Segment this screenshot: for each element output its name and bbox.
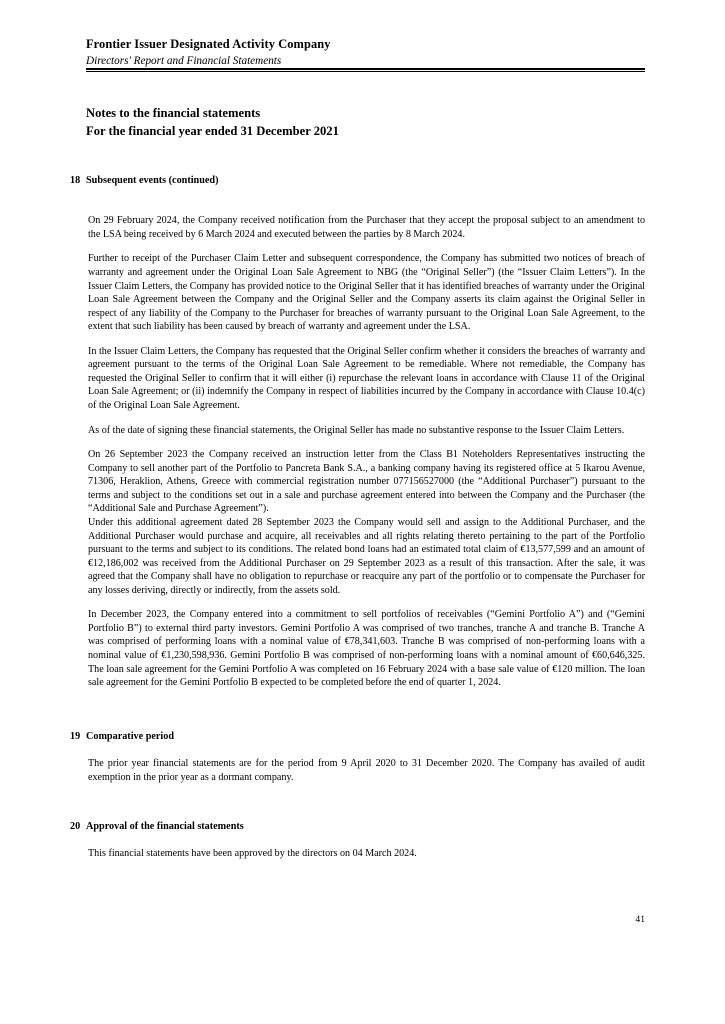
note-heading-19: [0, 730, 725, 744]
header-divider-thin-line: [86, 71, 645, 72]
spacer: [0, 413, 725, 424]
note-heading-18: [0, 174, 725, 188]
note-18-paragraph-4: As of the date of signing these financial statements, the Original Seller has made no substantive response to the Issuer Claim Letters.: [88, 424, 625, 436]
spacer: [0, 834, 725, 847]
document-header: [86, 36, 645, 69]
note-number-20: 20: [70, 821, 81, 833]
spacer: [0, 188, 725, 214]
note-title-18: Subsequent events (continued): [86, 175, 219, 186]
header-subtitle: Directors' Report and Financial Statements: [86, 55, 282, 68]
note-18-paragraph-3: In the Issuer Claim Letters, the Company has requested that the Original Seller confirm whether it considers the breaches of warranty and agreement pursuant to the terms of the Original Loan Sale Agreement to be remediable. Where not remediable, the Company has requested the Original Seller to confirm that it will either (i) repurchase the relevant loans in accordance with Clause 11 of the Original Loan Sale Agreement; or (ii) indemnify the Company in respect of liabilities incurred by the Company in accordance with Clause 10.4(c) of the Original Loan Sale Agreement.: [88, 345, 645, 412]
spacer: [0, 784, 725, 820]
spacer: [0, 334, 725, 345]
note-18-paragraph-7: In December 2023, the Company entered into a commitment to sell portfolios of receivables (“Gemini Portfolio A”) and (“Gemini Portfolio B”) to external third party investors. Gemini Portfolio A was comprised of two tranches, tranche A and tranche B. Tranche A was comprised of performing loans with a nominal value of €78,341,603. Tranche B was comprised of non-performing loans with a nominal value of €1,230,598,936. Gemini Portfolio B was comprised of non-performing loans with a nominal amount of €60,646,325. The loan sale agreement for the Gemini Portfolio A was completed on 16 February 2024 with a base sale value of €120 million. The loan sale agreement for the Gemini Portfolio B expected to be completed before the end of quarter 1, 2024.: [88, 609, 645, 689]
note-18-paragraph-6: Under this additional agreement dated 28 September 2023 the Company would sell and assign to the Additional Purchaser, and the Additional Purchaser would purchase and acquire, all receivables and all rights relating thereto pertaining to the part of the Portfolio pursuant to the terms and subject to its conditions. The related bond loans had an estimated total claim of €13,577,599 and an amount of €12,186,002 was received from the Additional Purchaser on 29 September 2023 as a result of this transaction. After the sale, it was agreed that the Company shall have no obligation to repurchase or reacquire any part of the portfolio or to compensate the Purchaser for any losses deriving, directly or indirectly, from the assets sold.: [88, 516, 645, 596]
note-18-paragraph-5: On 26 September 2023 the Company received an instruction letter from the Class B1 Noteholders Representatives instructing the Company to sell another part of the Portfolio to Pancreta Bank S.A., a banking company having its registered office at 5 Ikarou Avenue, 71306, Heraklion, Athens, Greece with commercial registration number 077156527000 (the “Additional Purchaser”) pursuant to the terms and subject to the conditions set out in a sale and purchase agreement entered into between the Company and the Purchaser (the “Additional Sale and Purchase Agreement”).: [88, 449, 645, 515]
spacer: [0, 597, 725, 608]
note-title-20: Approval of the financial statements: [86, 821, 244, 833]
header-divider: [86, 68, 645, 72]
page-title-line-1: Notes to the financial statements: [86, 106, 261, 120]
note-20-paragraph-1: This financial statements have been approved by the directors on 04 March 2024.: [88, 848, 417, 860]
page-title-line-2: For the financial year ended 31 December 2021: [86, 123, 339, 138]
header-divider-thick-line: [86, 68, 645, 70]
spacer: [0, 690, 725, 730]
note-19-paragraph-1: The prior year financial statements are for the period from 9 April 2020 to 31 December 2020. The Company has availed of audit exemption in the prior year as a dormant company.: [88, 758, 645, 783]
note-18-paragraph-1: On 29 February 2024, the Company received notification from the Purchaser that they accept the proposal subject to an amendment to the LSA being received by 6 March 2024 and executed between the parties by 8 March 2024.: [88, 215, 645, 240]
note-18-paragraph-2: Further to receipt of the Purchaser Claim Letter and subsequent correspondence, the Company has submitted two notices of breach of warranty and agreement under the Original Loan Sale Agreement to NBG (the “Original Seller”) (the “Issuer Claim Letters”). In the Issuer Claim Letters, the Company has provided notice to the Original Seller that it has identified breaches of warranty under the Original Loan Sale Agreement between the Company and the Original Seller and the Company asserts its claim against the Original Seller in respect of any liability of the Company to the Purchaser for breaches of warranty pursuant to the Original Loan Sale Agreement, to the extent that such liability has been caused by breach of warranty and agreement under the LSA.: [88, 253, 645, 333]
notes-content: [0, 174, 725, 861]
spacer: [0, 241, 725, 252]
note-title-19: Comparative period: [86, 730, 174, 742]
note-number-19: 19: [70, 730, 81, 742]
note-number-18: 18: [70, 175, 81, 186]
page-title: [86, 105, 645, 141]
header-company-name: Frontier Issuer Designated Activity Company: [86, 37, 331, 51]
spacer: [0, 744, 725, 757]
page-number: 41: [635, 914, 645, 925]
spacer: [0, 437, 725, 448]
note-heading-20: [0, 820, 725, 834]
